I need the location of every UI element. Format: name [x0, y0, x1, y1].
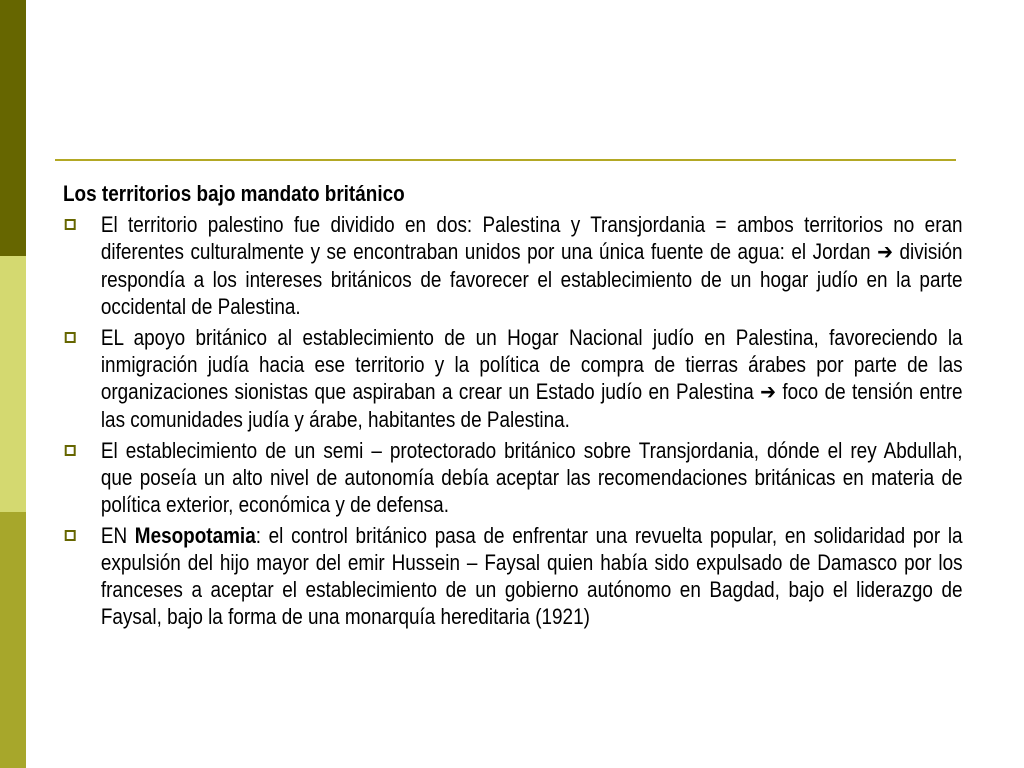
slide-body — [63, 180, 963, 634]
arrow-right-icon: ➔ — [760, 380, 777, 405]
sidebar-decoration — [0, 0, 26, 768]
bullet-text: división respondía a los intereses británicos de favorecer el establecimiento de un hogar judío en la parte occidental de Palestina. — [100, 239, 963, 319]
square-bullet-icon — [65, 445, 76, 456]
bullet-text: El territorio palestino fue dividido en dos: Palestina y Transjordania = ambos territorios no eran diferentes culturalmente y se encontraban unidos por una única fuente de agua: el Jordan — [100, 212, 963, 264]
arrow-right-icon: ➔ — [877, 240, 893, 265]
bullet-text: EN — [100, 523, 135, 548]
square-bullet-icon — [65, 332, 76, 343]
sidebar-band-mid — [0, 512, 26, 768]
bullet-text: El establecimiento de un semi – protectorado británico sobre Transjordania, dónde el rey Abdullah, que poseía un alto nivel de autonomía debía aceptar las recomendaciones británicas en materia de política exterior, económica y de defensa. — [100, 438, 963, 517]
square-bullet-icon — [65, 219, 76, 230]
title-divider — [55, 159, 956, 161]
bullet-text: EL apoyo británico al establecimiento de un Hogar Nacional judío en Palestina, favoreciendo la inmigración judía hacia ese territorio y la política de compra de tierras árabes por parte de las organizaciones sionistas que aspiraban a crear un Estado judío en Palestina — [100, 325, 963, 404]
sidebar-band-dark — [0, 0, 26, 256]
bullet-text: foco de tensión entre las comunidades judía y árabe, habitantes de Palestina. — [100, 379, 963, 432]
bullet-emphasis: Mesopotamia — [134, 523, 256, 548]
bullet-item — [63, 211, 963, 320]
sidebar-band-light — [0, 256, 26, 512]
square-bullet-icon — [65, 530, 76, 541]
bullet-item — [63, 437, 963, 518]
bullet-text: : el control británico pasa de enfrentar una revuelta popular, en solidaridad por la expulsión del hijo mayor del emir Hussein – Faysal quien había sido expulsado de Damasco por los franceses a aceptar el establecimiento de un gobierno autónomo en Bagdad, bajo el liderazgo de Faysal, bajo la forma de una monarquía hereditaria (1921) — [100, 523, 963, 629]
bullet-item — [63, 522, 963, 630]
slide-heading: Los territorios bajo mandato británico — [63, 181, 405, 206]
bullet-item — [63, 324, 963, 433]
